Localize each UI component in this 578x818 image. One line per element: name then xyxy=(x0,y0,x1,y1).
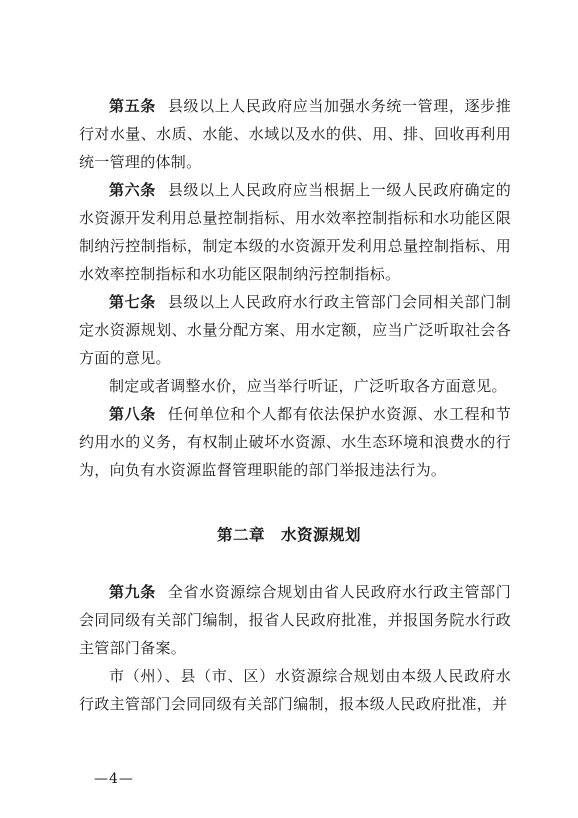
article-7-continuation-paragraph xyxy=(79,372,511,400)
paragraph-text: 制定或者调整水价，应当举行听证，广泛听取各方面意见。 xyxy=(109,377,507,395)
article-text: 县级以上人民政府水行政主管部门会同相关部门制定水资源规划、水量分配方案、用水定额，应当广泛听取社会各方面的意见。 xyxy=(79,293,511,367)
section-after-chapter xyxy=(79,578,511,718)
article-9-continuation-paragraph xyxy=(79,662,511,718)
chapter-heading xyxy=(0,523,578,545)
article-label: 第九条 xyxy=(109,583,156,601)
article-label: 第六条 xyxy=(109,181,156,199)
article-label: 第五条 xyxy=(109,97,156,115)
article-text: 县级以上人民政府应当加强水务统一管理，逐步推行对水量、水质、水能、水域以及水的供、用、排、回收再利用统一管理的体制。 xyxy=(79,97,511,171)
article-text: 全省水资源综合规划由省人民政府水行政主管部门会同同级有关部门编制，报省人民政府批准，并报国务院水行政主管部门备案。 xyxy=(79,583,511,657)
page-number: —4— xyxy=(94,771,134,787)
paragraph-text: 市（州）、县（市、区）水资源综合规划由本级人民政府水行政主管部门会同同级有关部门编制，报本级人民政府批准，并 xyxy=(79,667,511,713)
article-text: 县级以上人民政府应当根据上一级人民政府确定的水资源开发利用总量控制指标、用水效率控制指标和水功能区限制纳污控制指标，制定本级的水资源开发利用总量控制指标、用水效率控制指标和水功能区限制纳污控制指标。 xyxy=(79,181,511,283)
article-label: 第八条 xyxy=(109,405,156,423)
article-8-paragraph xyxy=(79,400,511,484)
article-label: 第七条 xyxy=(109,293,156,311)
chapter-title: 水资源规划 xyxy=(281,526,362,544)
article-5-paragraph xyxy=(79,92,511,176)
article-text: 任何单位和个人都有依法保护水资源、水工程和节约用水的义务，有权制止破坏水资源、水生态环境和浪费水的行为，向负有水资源监督管理职能的部门举报违法行为。 xyxy=(79,405,511,479)
article-6-paragraph xyxy=(79,176,511,288)
chapter-number: 第二章 xyxy=(216,526,265,544)
article-7-paragraph xyxy=(79,288,511,372)
article-9-paragraph xyxy=(79,578,511,662)
section-before-chapter xyxy=(79,92,511,484)
